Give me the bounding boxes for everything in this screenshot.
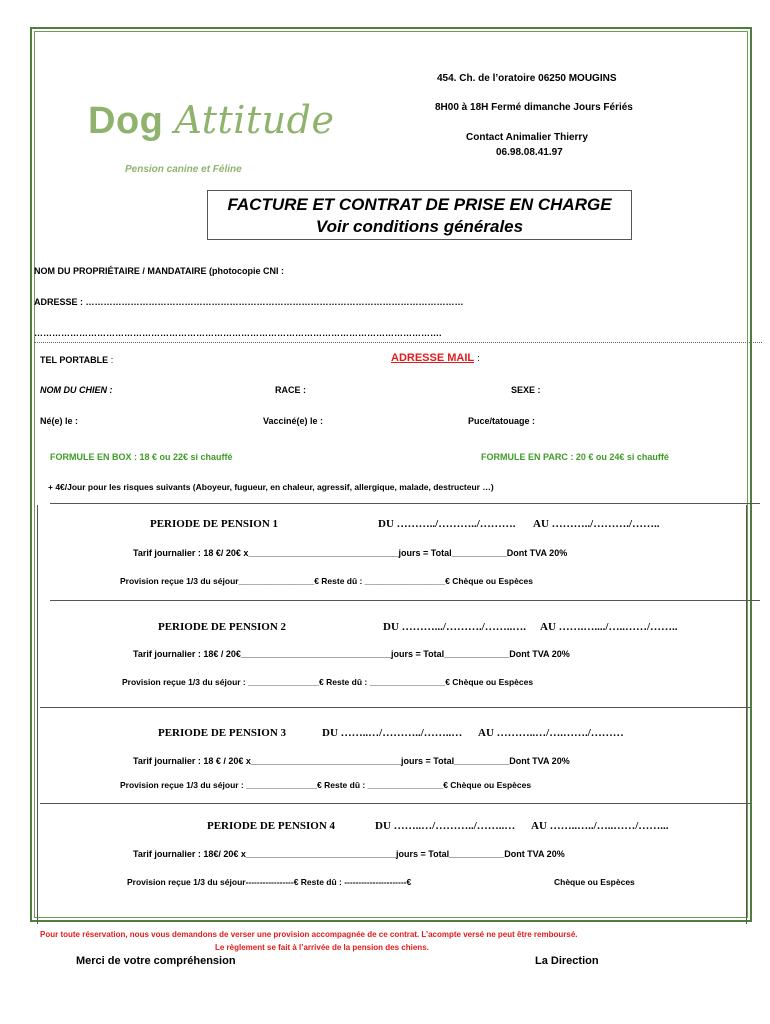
business-address: 454. Ch. de l’oratoire 06250 MOUGINS — [437, 73, 617, 84]
dog-chip-label: Puce/tatouage : — [468, 416, 536, 426]
period-divider — [50, 600, 760, 601]
owner-address-continuation: ………………………………………………………………………………………………………………………. — [34, 328, 442, 338]
period-divider — [40, 803, 750, 804]
tagline: Pension canine et Féline — [125, 164, 242, 175]
logo — [88, 98, 334, 143]
section-divider — [34, 342, 762, 343]
period-3-rate: Tarif journalier : 18 € / 20€ x______________________________jours = Total___________Dont TVA 20% — [133, 756, 570, 766]
period-3-to: AU ………..…/….……./……… — [478, 727, 624, 739]
dog-name-label: NOM DU CHIEN : — [40, 385, 113, 395]
contact-phone: 06.98.08.41.97 — [496, 147, 563, 158]
document-title: FACTURE ET CONTRAT DE PRISE EN CHARGE — [227, 195, 612, 214]
signature-text: La Direction — [535, 955, 599, 967]
mail-colon: : — [477, 353, 480, 363]
tel-colon: : — [110, 355, 114, 365]
period-1-rate: Tarif journalier : 18 €/ 20€ x______________________________jours = Total___________Dont TVA 20% — [133, 548, 568, 558]
document-title-box — [207, 190, 632, 240]
period-3-title: PERIODE DE PENSION 3 — [158, 727, 287, 739]
mail-field — [391, 352, 480, 364]
payment-notice: Le règlement se fait à l’arrivée de la pension des chiens. — [215, 943, 429, 952]
period-1-deposit: Provision reçue 1/3 du séjour________________€ Reste dû : _________________€ Chèque ou Espèces — [120, 576, 533, 586]
dog-vaccine-label: Vacciné(e) le : — [263, 416, 324, 426]
thanks-text: Merci de votre compréhension — [76, 955, 236, 967]
period-2-deposit: Provision reçue 1/3 du séjour : _______________€ Reste dû : ________________€ Chèque ou Espèces — [122, 677, 534, 687]
period-4-from: DU ……..…/………../……..… — [375, 820, 516, 832]
logo-word-dog: Dog — [88, 100, 175, 142]
owner-name-label: NOM DU PROPRIÉTAIRE / MANDATAIRE (photocopie CNI : — [34, 266, 284, 276]
business-hours: 8H00 à 18H Fermé dimanche Jours Fériés — [435, 102, 633, 113]
period-2-to: AU …….…..../…..……/…….. — [540, 621, 678, 633]
periods-right-line — [746, 505, 747, 924]
owner-address-label: ADRESSE : ……………………………………………………………………………………………………………… — [34, 297, 464, 307]
period-4-to: AU ……..…../…..……/……... — [531, 820, 669, 832]
reservation-notice: Pour toute réservation, nous vous demandons de verser une provision accompagnée de ce contrat. L’acompte versé ne peut être remboursé. — [40, 930, 578, 939]
document-subtitle: Voir conditions générales — [315, 217, 524, 236]
periods-top-line — [50, 503, 760, 504]
periods-left-line — [37, 505, 38, 924]
period-2-title: PERIODE DE PENSION 2 — [158, 621, 287, 633]
period-4-payment: Chèque ou Espèces — [554, 877, 635, 887]
tel-label: TEL PORTABLE — [40, 355, 109, 365]
mail-label: ADRESSE MAIL — [391, 352, 475, 364]
period-4-rate: Tarif journalier : 18€/ 20€ x______________________________jours = Total___________Dont TVA 20% — [133, 849, 565, 859]
period-1-title: PERIODE DE PENSION 1 — [150, 518, 279, 530]
contact-name: Contact Animalier Thierry — [466, 132, 588, 143]
logo-word-attitude: Attitude — [174, 98, 335, 142]
period-1-to: AU ………../………./…….. — [533, 518, 660, 530]
period-4-title: PERIODE DE PENSION 4 — [207, 820, 336, 832]
period-3-from: DU ……..…/………../……..… — [322, 727, 463, 739]
period-2-rate: Tarif journalier : 18€ / 20€______________________________jours = Total_____________Dont TVA 20% — [133, 649, 570, 659]
dog-birth-label: Né(e) le : — [40, 416, 79, 426]
period-divider — [40, 707, 750, 708]
dog-sex-label: SEXE : — [511, 385, 541, 395]
formula-extra-risks: + 4€/Jour pour les risques suivants (Aboyeur, fugueur, en chaleur, agressif, allergique, malade, destructeur …) — [48, 482, 494, 492]
formula-box: FORMULE EN BOX : 18 € ou 22€ si chauffé — [50, 452, 233, 462]
period-1-from: DU ………../………../………. — [378, 518, 516, 530]
period-3-deposit: Provision reçue 1/3 du séjour : _______________€ Reste dû : ________________€ Chèque ou Espèces — [120, 780, 532, 790]
tel-field — [40, 355, 113, 365]
period-4-deposit: Provision reçue 1/3 du séjour-----------------€ Reste dû : ----------------------€ — [127, 877, 412, 887]
formula-parc: FORMULE EN PARC : 20 € ou 24€ si chauffé — [481, 452, 669, 462]
period-2-from: DU ……….../………./……..…. — [383, 621, 526, 633]
dog-race-label: RACE : — [275, 385, 306, 395]
